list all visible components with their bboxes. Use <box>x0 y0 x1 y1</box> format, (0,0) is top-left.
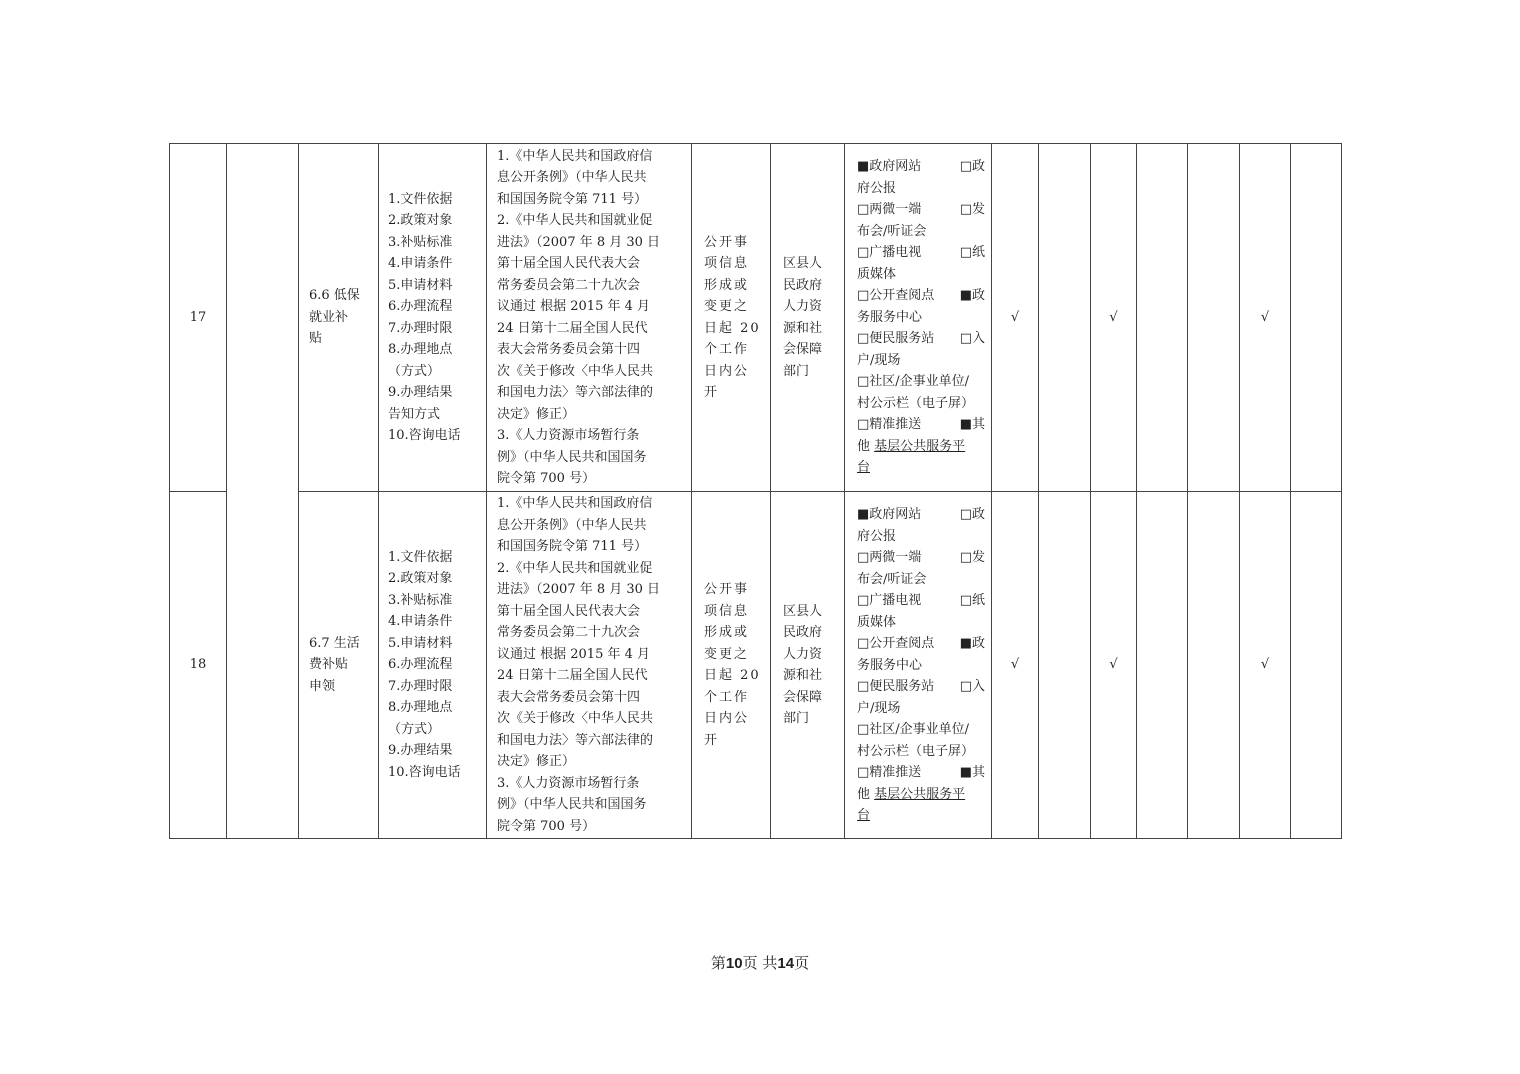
text-line: 公开事 <box>704 234 750 250</box>
check-mark: √ <box>1010 309 1020 325</box>
other-channel-name: 台 <box>857 808 871 823</box>
channel-option <box>857 414 985 479</box>
text-line: 和国电力法〉等六部法律的 <box>497 385 654 400</box>
text-line: 5.申请材料 <box>388 277 453 293</box>
text-line: 部门 <box>783 363 810 379</box>
content-items-cell <box>379 144 487 492</box>
text-line: 开 <box>704 385 720 400</box>
channel-option <box>857 242 985 285</box>
channel-label: □纸 <box>959 593 985 608</box>
text-line: 10.咨询电话 <box>388 764 461 780</box>
text-line: 6.6 低保 <box>309 288 360 304</box>
text-line: 1.《中华人民共和国政府信 <box>497 496 653 511</box>
check-cell <box>992 492 1039 839</box>
legal-basis-cell <box>487 492 692 839</box>
channel-label: ■政 <box>959 288 985 303</box>
channel-label: ■政 <box>959 636 985 651</box>
text-line: 议通过 根据 2015 年 4 月 <box>497 646 651 662</box>
channel-label: □公开查阅点 <box>857 288 935 303</box>
text-line: 5.申请材料 <box>388 635 453 651</box>
channel-label: 村公示栏（电子屏） <box>857 395 975 411</box>
check-cell <box>1137 144 1188 492</box>
channel-label: □公开查阅点 <box>857 636 935 651</box>
check-mark: √ <box>1260 657 1270 673</box>
channel-label: □广播电视 <box>857 245 922 260</box>
text-line: 7.办理时限 <box>388 320 453 336</box>
channel-option <box>857 199 985 242</box>
other-channel-name: 台 <box>857 460 871 475</box>
table-row <box>170 492 1342 839</box>
text-line: 议通过 根据 2015 年 4 月 <box>497 299 651 314</box>
text-line: 公开事 <box>704 582 750 597</box>
check-cell <box>1188 144 1240 492</box>
channel-label: 布会/听证会 <box>857 223 927 239</box>
text-line: 告知方式 <box>388 406 441 422</box>
channel-label: ■其 <box>959 765 985 780</box>
text-line: 和国国务院令第 711 号） <box>497 191 648 207</box>
text-line: 1.《中华人民共和国政府信 <box>497 148 653 164</box>
text-line: 第十届全国人民代表大会 <box>497 256 641 271</box>
text-line: 区县人 <box>783 256 823 271</box>
text-line: 第十届全国人民代表大会 <box>497 603 641 619</box>
channel-label: 他 <box>857 786 875 802</box>
channel-label: 质媒体 <box>857 614 897 630</box>
content-items-cell <box>379 492 487 839</box>
text-line: 8.办理地点 <box>388 700 453 716</box>
channel-option <box>857 633 985 676</box>
text-line: 常务委员会第二十九次会 <box>497 277 641 293</box>
text-line: 常务委员会第二十九次会 <box>497 625 641 640</box>
row-number-cell <box>170 144 227 492</box>
channel-option <box>857 285 985 328</box>
channel-label: □社区/企事业单位/ <box>857 722 970 737</box>
channel-label: 务服务中心 <box>857 657 923 673</box>
footer-text: 第 <box>710 954 726 972</box>
other-channel-name: 基层公共服务平 <box>874 438 966 454</box>
text-line: 8.办理地点 <box>388 342 453 357</box>
text-line: 申领 <box>309 678 336 694</box>
text-line: 6.7 生活 <box>309 635 360 651</box>
department-cell <box>771 144 845 492</box>
current-page-number: 10 <box>725 955 743 972</box>
text-line: （方式） <box>388 363 441 379</box>
text-line: 会保障 <box>783 689 823 705</box>
text-line: 4.申请条件 <box>388 614 453 630</box>
text-line: 4.申请条件 <box>388 256 453 271</box>
check-cell <box>1291 492 1342 839</box>
check-cell <box>1291 144 1342 492</box>
footer-text: 页 <box>794 954 810 972</box>
text-line: 表大会常务委员会第十四 <box>497 689 641 705</box>
channel-label: 务服务中心 <box>857 309 923 325</box>
text-line: 1.文件依据 <box>388 549 453 565</box>
category-cell <box>227 144 299 839</box>
row-number: 17 <box>189 309 207 325</box>
text-line: 个工作 <box>704 689 750 705</box>
check-mark: √ <box>1109 309 1118 325</box>
channel-option <box>857 547 985 590</box>
channel-label: □发 <box>959 202 985 217</box>
text-line: 院令第 700 号） <box>497 471 596 486</box>
channel-label: □社区/企事业单位/ <box>857 374 970 389</box>
text-line: 和国国务院令第 711 号） <box>497 539 648 554</box>
row-number-cell <box>170 492 227 839</box>
text-line: 会保障 <box>783 342 823 357</box>
channel-label: □精准推送 <box>857 765 922 780</box>
check-mark: √ <box>1010 657 1020 673</box>
channel-option <box>857 504 985 547</box>
page-footer <box>0 952 1520 973</box>
check-cell <box>1240 492 1291 839</box>
text-line: 决定》修正） <box>497 754 576 769</box>
channel-option <box>857 328 985 371</box>
check-cell <box>1091 144 1137 492</box>
text-line: 6.办理流程 <box>388 299 453 314</box>
text-line: 源和社 <box>783 668 823 683</box>
time-limit-cell <box>692 144 771 492</box>
check-mark: √ <box>1260 309 1270 325</box>
check-cell <box>1091 492 1137 839</box>
text-line: 次《关于修改〈中华人民共 <box>497 711 654 726</box>
text-line: 变更之 <box>704 299 750 314</box>
channel-label: 户/现场 <box>857 700 901 716</box>
text-line: 9.办理结果 <box>388 743 453 759</box>
text-line: 息公开条例》（中华人民共 <box>497 517 647 533</box>
channel-option <box>857 676 985 719</box>
text-line: 次《关于修改〈中华人民共 <box>497 363 654 379</box>
table-row <box>170 144 1342 492</box>
text-line: 形成或 <box>704 625 750 640</box>
total-page-number: 14 <box>777 955 795 972</box>
time-limit-cell <box>692 492 771 839</box>
channel-label: □入 <box>959 679 985 694</box>
text-line: 3.《人力资源市场暂行条 <box>497 775 640 791</box>
text-line: 2.《中华人民共和国就业促 <box>497 213 653 228</box>
text-line: 9.办理结果 <box>388 385 453 400</box>
text-line: 进法》（2007 年 8 月 30 日 <box>497 234 661 250</box>
channel-label: 户/现场 <box>857 352 901 368</box>
text-line: 2.政策对象 <box>388 213 453 228</box>
check-cell <box>1137 492 1188 839</box>
channel-label: □两微一端 <box>857 202 922 217</box>
text-line: 日起 20 <box>704 668 761 683</box>
channel-label: □精准推送 <box>857 417 922 432</box>
text-line: 例》（中华人民共和国国务 <box>497 797 647 812</box>
channel-label: 布会/听证会 <box>857 571 927 587</box>
channel-label: □政 <box>959 507 985 522</box>
channel-label: 府公报 <box>857 528 897 544</box>
text-line: 开 <box>704 732 720 748</box>
text-line: 就业补 <box>309 309 349 325</box>
text-line: 1.文件依据 <box>388 191 453 207</box>
text-line: （方式） <box>388 721 441 737</box>
other-channel-name: 基层公共服务平 <box>874 786 966 802</box>
channel-option <box>857 156 985 199</box>
check-mark: √ <box>1109 657 1118 673</box>
text-line: 日内公 <box>704 711 750 726</box>
footer-text: 页 共 <box>742 954 778 972</box>
channel-label: □便民服务站 <box>857 679 935 694</box>
department-cell <box>771 492 845 839</box>
text-line: 24 日第十二届全国人民代 <box>497 668 648 683</box>
check-cell <box>1039 492 1091 839</box>
channel-label: □广播电视 <box>857 593 922 608</box>
channel-label: □发 <box>959 550 985 565</box>
text-line: 24 日第十二届全国人民代 <box>497 320 648 336</box>
text-line: 贴 <box>309 331 323 347</box>
channel-label: □政 <box>959 159 985 174</box>
channel-option <box>857 719 985 762</box>
sub-item-cell <box>299 492 379 839</box>
text-line: 日内公 <box>704 363 750 379</box>
channel-label: 他 <box>857 438 875 454</box>
check-cell <box>1039 144 1091 492</box>
channel-label: ■政府网站 <box>857 507 922 522</box>
text-line: 3.补贴标准 <box>388 234 453 250</box>
text-line: 人力资 <box>783 299 823 314</box>
check-cell <box>992 144 1039 492</box>
channel-label: ■其 <box>959 417 985 432</box>
text-line: 6.办理流程 <box>388 657 453 673</box>
text-line: 人力资 <box>783 646 823 662</box>
text-line: 个工作 <box>704 342 750 357</box>
channel-label: 村公示栏（电子屏） <box>857 743 975 759</box>
text-line: 和国电力法〉等六部法律的 <box>497 732 654 748</box>
text-line: 项信息 <box>704 256 750 271</box>
channels-cell <box>845 492 992 839</box>
channel-option <box>857 762 985 827</box>
text-line: 变更之 <box>704 646 750 662</box>
channel-label: 府公报 <box>857 180 897 196</box>
text-line: 区县人 <box>783 603 823 619</box>
text-line: 民政府 <box>783 277 823 293</box>
text-line: 项信息 <box>704 603 750 619</box>
text-line: 民政府 <box>783 625 823 640</box>
text-line: 表大会常务委员会第十四 <box>497 342 641 357</box>
channel-label: □入 <box>959 331 985 346</box>
text-line: 息公开条例》（中华人民共 <box>497 170 647 185</box>
channel-label: □便民服务站 <box>857 331 935 346</box>
text-line: 日起 20 <box>704 320 761 336</box>
sub-item-cell <box>299 144 379 492</box>
text-line: 2.《中华人民共和国就业促 <box>497 560 653 576</box>
disclosure-table <box>169 143 1342 839</box>
text-line: 例》（中华人民共和国国务 <box>497 449 647 465</box>
check-cell <box>1188 492 1240 839</box>
channels-cell <box>845 144 992 492</box>
check-cell <box>1240 144 1291 492</box>
text-line: 7.办理时限 <box>388 678 453 694</box>
channel-label: 质媒体 <box>857 266 897 282</box>
text-line: 形成或 <box>704 277 750 293</box>
text-line: 3.补贴标准 <box>388 592 453 608</box>
text-line: 决定》修正） <box>497 406 576 422</box>
channel-option <box>857 371 985 414</box>
text-line: 院令第 700 号） <box>497 818 596 834</box>
channel-option <box>857 590 985 633</box>
text-line: 部门 <box>783 711 810 726</box>
legal-basis-cell <box>487 144 692 492</box>
channel-label: ■政府网站 <box>857 159 922 174</box>
text-line: 源和社 <box>783 320 823 336</box>
text-line: 进法》（2007 年 8 月 30 日 <box>497 582 661 597</box>
text-line: 2.政策对象 <box>388 571 453 587</box>
row-number: 18 <box>189 657 207 673</box>
channel-label: □纸 <box>959 245 985 260</box>
text-line: 费补贴 <box>309 657 349 673</box>
text-line: 3.《人力资源市场暂行条 <box>497 428 640 443</box>
channel-label: □两微一端 <box>857 550 922 565</box>
text-line: 10.咨询电话 <box>388 428 461 443</box>
